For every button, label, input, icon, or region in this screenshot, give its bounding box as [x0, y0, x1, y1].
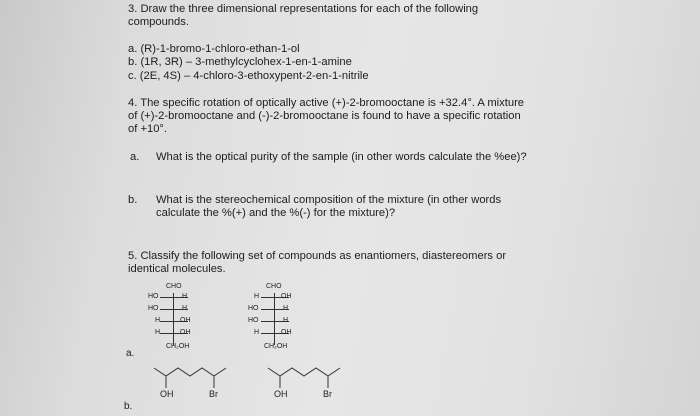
fischer2-top: CHO: [266, 283, 282, 290]
fischer1-r4-left: H: [155, 329, 161, 336]
fischer2-r2-right: H: [283, 305, 289, 312]
q4-line2: of (+)-2-bromooctane and (-)-2-bromooctane is found to have a specific rotation: [128, 110, 521, 122]
fischer2-r2-left: HO: [248, 305, 259, 312]
fischer2-bottom: CH₂OH: [264, 343, 288, 350]
fischer1-bottom: CH₂OH: [166, 343, 190, 350]
fischer2-r3-right: H: [283, 317, 289, 324]
fischer1-r1-right: H: [182, 293, 188, 300]
fischer1-r4-right: OH: [180, 329, 191, 336]
q4-b-line2: calculate the %(+) and the %(-) for the mixture)?: [156, 207, 396, 219]
fischer1-top: CHO: [166, 283, 182, 290]
q4-a-marker: a.: [130, 151, 140, 163]
mol1-oh-label: OH: [160, 389, 174, 399]
q4-b-line1: What is the stereochemical composition of the mixture (in other words: [156, 194, 502, 206]
fischer1-r2-right: H: [182, 305, 188, 312]
fischer1-r3-right: OH: [180, 317, 191, 324]
skeletal-molecule-1: [140, 360, 240, 402]
q3-part-c: c. (2E, 4S) – 4-chloro-3-ethoxypent-2-en-1-nitrile: [128, 70, 369, 82]
q3-part-b: b. (1R, 3R) – 3-methylcyclohex-1-en-1-amine: [128, 56, 352, 68]
q5-line1: 5. Classify the following set of compounds as enantiomers, diastereomers or: [128, 250, 507, 262]
q5-line2: identical molecules.: [128, 263, 226, 275]
mol2-br-label: Br: [323, 389, 332, 399]
q4-b-marker: b.: [128, 194, 138, 206]
fischer1-r1-left: HO: [148, 293, 159, 300]
fischer2-r1-right: OH: [281, 293, 292, 300]
fischer-projection-1: [140, 283, 220, 355]
fischer2-r4-right: OH: [281, 329, 292, 336]
q4-line1: 4. The specific rotation of optically active (+)-2-bromooctane is +32.4°. A mixture: [128, 97, 525, 109]
q4-a-text: What is the optical purity of the sample (in other words calculate the %ee)?: [156, 151, 527, 163]
fischer2-r3-left: HO: [248, 317, 259, 324]
fischer-projection-2: [242, 283, 322, 355]
fischer2-r1-left: H: [254, 293, 260, 300]
fischer2-r4-left: H: [254, 329, 260, 336]
mol2-oh-label: OH: [274, 389, 288, 399]
q5-b-marker: b.: [124, 401, 133, 412]
q4-line3: of +10°.: [128, 123, 167, 135]
fischer1-r2-left: HO: [148, 305, 159, 312]
q3-part-a: a. (R)-1-bromo-1-chloro-ethan-1-ol: [128, 43, 300, 55]
skeletal-molecule-2: [258, 360, 358, 402]
mol1-br-label: Br: [209, 389, 218, 399]
q3-line1: 3. Draw the three dimensional representations for each of the following: [128, 3, 479, 15]
q5-a-marker: a.: [126, 348, 135, 359]
q3-line2: compounds.: [128, 16, 189, 28]
fischer1-r3-left: H: [155, 317, 161, 324]
